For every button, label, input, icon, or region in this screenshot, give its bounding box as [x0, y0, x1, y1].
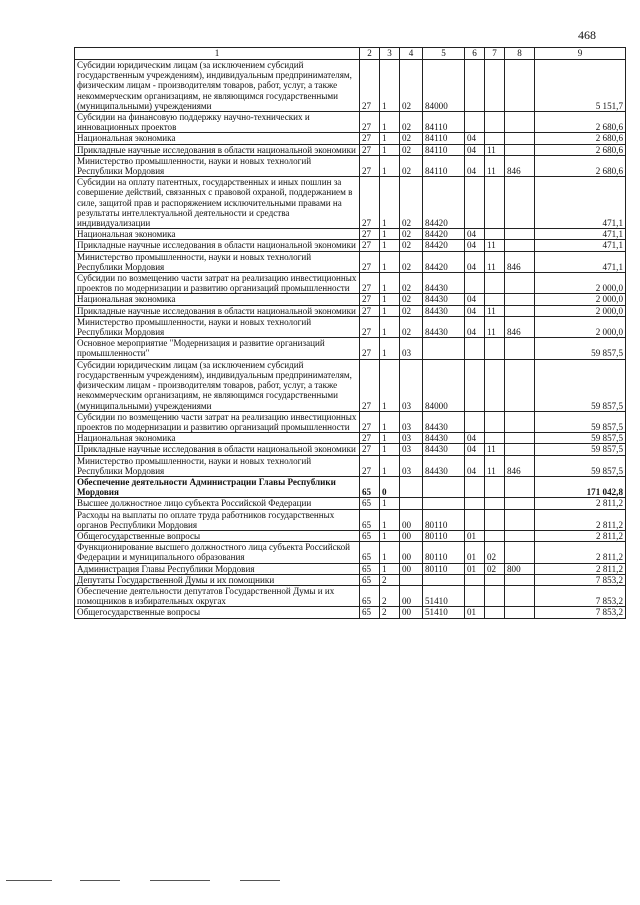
col-4-code: 02: [400, 251, 423, 272]
col-2-code: 27: [360, 316, 380, 337]
col-7-code: [485, 112, 505, 133]
footer-rule: [150, 880, 210, 881]
row-name: Расходы на выплаты по оплате труда работников государственных органов Республики Мордовия: [75, 509, 360, 530]
row-name: Обеспечение деятельности депутатов Государственной Думы и их помощников в избирательных округах: [75, 585, 360, 606]
col-4-code: 02: [400, 177, 423, 229]
col-2-code: 27: [360, 112, 380, 133]
table-row: [75, 455, 626, 476]
col-8-code: [505, 294, 535, 305]
table-row: [75, 530, 626, 541]
col-3-code: 1: [380, 294, 400, 305]
col-5-code: 84110: [423, 112, 465, 133]
col-7-code: 11: [485, 305, 505, 316]
row-amount: 2 811,2: [535, 509, 626, 530]
row-name: Национальная экономика: [75, 433, 360, 444]
row-amount: 2 811,2: [535, 563, 626, 574]
col-5-code: 80110: [423, 509, 465, 530]
row-name: Общегосударственные вопросы: [75, 607, 360, 618]
row-amount: 7 853,2: [535, 585, 626, 606]
col-3-code: 1: [380, 305, 400, 316]
col-4-code: 02: [400, 273, 423, 294]
col-5-code: 84420: [423, 177, 465, 229]
row-amount: 2 680,6: [535, 144, 626, 155]
col-2-code: 65: [360, 530, 380, 541]
col-4-code: 02: [400, 240, 423, 251]
col-4-code: 03: [400, 433, 423, 444]
row-name: Общегосударственные вопросы: [75, 530, 360, 541]
col-2-code: 27: [360, 455, 380, 476]
col-4-code: 03: [400, 455, 423, 476]
col-3-code: 1: [380, 542, 400, 563]
col-7-code: [485, 607, 505, 618]
col-3-code: 1: [380, 240, 400, 251]
col-5-code: [423, 574, 465, 585]
col-4-code: 00: [400, 607, 423, 618]
table-row: [75, 60, 626, 112]
col-8-code: 800: [505, 563, 535, 574]
col-4-code: 03: [400, 338, 423, 359]
col-8-code: [505, 542, 535, 563]
col-4-code: 00: [400, 542, 423, 563]
col-8-code: 846: [505, 155, 535, 176]
col-5-code: 84420: [423, 251, 465, 272]
row-name: Прикладные научные исследования в области национальной экономики: [75, 240, 360, 251]
col-7-code: 11: [485, 144, 505, 155]
table-row: [75, 294, 626, 305]
col-6-code: 04: [465, 316, 485, 337]
col-3-code: 1: [380, 530, 400, 541]
col-4-code: 00: [400, 530, 423, 541]
table-row: [75, 177, 626, 229]
row-amount: 2 680,6: [535, 133, 626, 144]
col-7-code: [485, 585, 505, 606]
col-8-code: [505, 133, 535, 144]
col-2-code: 27: [360, 60, 380, 112]
row-amount: 59 857,5: [535, 338, 626, 359]
col-4-code: 03: [400, 359, 423, 411]
row-amount: 2 000,0: [535, 294, 626, 305]
col-3-code: 1: [380, 359, 400, 411]
table-row: [75, 133, 626, 144]
row-name: Субсидии юридическим лицам (за исключением субсидий государственным учреждениям), индивидуальным предпринимателям, физическим лицам - производителям товаров, работ, услуг, а также некоммерческим организациям, не являющимся государственными (муниципальными) учреждениями: [75, 359, 360, 411]
row-name: Субсидии на финансовую поддержку научно-технических и инновационных проектов: [75, 112, 360, 133]
row-amount: 59 857,5: [535, 444, 626, 455]
col-8-code: 846: [505, 455, 535, 476]
col-8-code: [505, 305, 535, 316]
col-6-code: [465, 60, 485, 112]
col-6-code: [465, 359, 485, 411]
col-4-code: 02: [400, 305, 423, 316]
table-row: [75, 444, 626, 455]
budget-table: [74, 47, 626, 619]
col-2-code: 27: [360, 411, 380, 432]
col-3-code: 2: [380, 607, 400, 618]
column-header: 3: [380, 48, 400, 60]
col-8-code: [505, 338, 535, 359]
col-2-code: 65: [360, 509, 380, 530]
row-amount: 2 000,0: [535, 305, 626, 316]
row-name: Национальная экономика: [75, 294, 360, 305]
col-8-code: [505, 509, 535, 530]
col-2-code: 65: [360, 498, 380, 509]
footer-rule: [80, 880, 120, 881]
col-3-code: 1: [380, 155, 400, 176]
col-7-code: [485, 229, 505, 240]
row-amount: 2 000,0: [535, 273, 626, 294]
col-6-code: 04: [465, 444, 485, 455]
table-row: [75, 509, 626, 530]
col-4-code: 03: [400, 411, 423, 432]
table-row: [75, 542, 626, 563]
col-5-code: 84430: [423, 455, 465, 476]
col-3-code: 1: [380, 112, 400, 133]
col-4-code: 00: [400, 585, 423, 606]
col-7-code: [485, 574, 505, 585]
row-name: Министерство промышленности, науки и новых технологий Республики Мордовия: [75, 251, 360, 272]
col-5-code: 84430: [423, 433, 465, 444]
col-8-code: [505, 433, 535, 444]
col-6-code: 04: [465, 144, 485, 155]
col-6-code: [465, 509, 485, 530]
col-3-code: 2: [380, 585, 400, 606]
col-5-code: 80110: [423, 563, 465, 574]
row-amount: 2 811,2: [535, 542, 626, 563]
row-name: Национальная экономика: [75, 229, 360, 240]
col-8-code: [505, 498, 535, 509]
row-amount: 171 042,8: [535, 476, 626, 497]
col-2-code: 27: [360, 155, 380, 176]
col-5-code: 84430: [423, 316, 465, 337]
col-3-code: 1: [380, 411, 400, 432]
col-2-code: 27: [360, 240, 380, 251]
col-7-code: [485, 359, 505, 411]
row-amount: 471,1: [535, 177, 626, 229]
col-5-code: 84420: [423, 229, 465, 240]
column-header: 4: [400, 48, 423, 60]
col-2-code: 27: [360, 294, 380, 305]
col-7-code: [485, 133, 505, 144]
col-4-code: 00: [400, 563, 423, 574]
table-row: [75, 585, 626, 606]
col-7-code: [485, 498, 505, 509]
table-row: [75, 359, 626, 411]
col-3-code: 1: [380, 229, 400, 240]
col-4-code: 02: [400, 294, 423, 305]
column-header: 5: [423, 48, 465, 60]
col-3-code: 1: [380, 133, 400, 144]
row-amount: 2 680,6: [535, 112, 626, 133]
row-name: Функционирование высшего должностного лица субъекта Российской Федерации и муниципального образования: [75, 542, 360, 563]
col-5-code: 84420: [423, 240, 465, 251]
col-2-code: 27: [360, 359, 380, 411]
col-7-code: [485, 177, 505, 229]
col-2-code: 27: [360, 229, 380, 240]
col-8-code: [505, 585, 535, 606]
col-2-code: 27: [360, 273, 380, 294]
table-row: [75, 155, 626, 176]
col-5-code: 84000: [423, 60, 465, 112]
col-4-code: 02: [400, 316, 423, 337]
col-7-code: 11: [485, 316, 505, 337]
col-5-code: 51410: [423, 585, 465, 606]
col-6-code: 01: [465, 542, 485, 563]
row-amount: 2 000,0: [535, 316, 626, 337]
table-row: [75, 240, 626, 251]
col-3-code: 2: [380, 574, 400, 585]
col-8-code: [505, 273, 535, 294]
table-row: [75, 316, 626, 337]
col-7-code: [485, 476, 505, 497]
row-name: Министерство промышленности, науки и новых технологий Республики Мордовия: [75, 316, 360, 337]
column-header: 8: [505, 48, 535, 60]
row-amount: 59 857,5: [535, 455, 626, 476]
col-6-code: 01: [465, 607, 485, 618]
col-4-code: 02: [400, 112, 423, 133]
col-8-code: [505, 112, 535, 133]
col-6-code: 04: [465, 455, 485, 476]
col-2-code: 27: [360, 177, 380, 229]
col-3-code: 1: [380, 455, 400, 476]
col-8-code: 846: [505, 316, 535, 337]
col-6-code: 04: [465, 133, 485, 144]
col-4-code: 02: [400, 60, 423, 112]
col-2-code: 27: [360, 444, 380, 455]
col-4-code: [400, 574, 423, 585]
row-amount: 471,1: [535, 240, 626, 251]
col-5-code: 84110: [423, 144, 465, 155]
row-name: Депутаты Государственной Думы и их помощники: [75, 574, 360, 585]
row-amount: 59 857,5: [535, 433, 626, 444]
row-name: Высшее должностное лицо субъекта Российской Федерации: [75, 498, 360, 509]
col-2-code: 27: [360, 251, 380, 272]
col-5-code: 80110: [423, 530, 465, 541]
col-2-code: 27: [360, 433, 380, 444]
col-3-code: 0: [380, 476, 400, 497]
col-3-code: 1: [380, 144, 400, 155]
col-7-code: 02: [485, 542, 505, 563]
col-5-code: [423, 498, 465, 509]
table-row: [75, 574, 626, 585]
table-header-row: [75, 48, 626, 60]
row-amount: 7 853,2: [535, 607, 626, 618]
col-2-code: 27: [360, 305, 380, 316]
col-5-code: 84110: [423, 133, 465, 144]
col-3-code: 1: [380, 316, 400, 337]
col-6-code: [465, 476, 485, 497]
row-name: Субсидии на оплату патентных, государственных и иных пошлин за совершение действий, связанных с правовой охраной, поддержанием в силе, защитой прав и распоряжением исключительными правами на результаты интеллектуальной деятельности и средства индивидуализации: [75, 177, 360, 229]
row-amount: 59 857,5: [535, 359, 626, 411]
row-name: Министерство промышленности, науки и новых технологий Республики Мордовия: [75, 155, 360, 176]
col-4-code: 02: [400, 133, 423, 144]
table-row: [75, 112, 626, 133]
col-6-code: 04: [465, 305, 485, 316]
table-row: [75, 144, 626, 155]
row-name: Министерство промышленности, науки и новых технологий Республики Мордовия: [75, 455, 360, 476]
col-7-code: [485, 509, 505, 530]
col-3-code: 1: [380, 338, 400, 359]
col-8-code: [505, 359, 535, 411]
col-4-code: 02: [400, 155, 423, 176]
col-5-code: [423, 338, 465, 359]
row-name: Администрация Главы Республики Мордовия: [75, 563, 360, 574]
col-2-code: 65: [360, 607, 380, 618]
col-8-code: [505, 177, 535, 229]
col-5-code: 84430: [423, 273, 465, 294]
col-7-code: [485, 294, 505, 305]
col-4-code: [400, 476, 423, 497]
table-row: [75, 411, 626, 432]
col-2-code: 65: [360, 542, 380, 563]
row-amount: 2 680,6: [535, 155, 626, 176]
col-6-code: 01: [465, 530, 485, 541]
col-2-code: 65: [360, 574, 380, 585]
col-8-code: 846: [505, 251, 535, 272]
col-8-code: [505, 240, 535, 251]
table-row: [75, 251, 626, 272]
col-6-code: [465, 338, 485, 359]
col-2-code: 65: [360, 585, 380, 606]
page-number: 468: [578, 28, 596, 42]
row-name: Прикладные научные исследования в области национальной экономики: [75, 305, 360, 316]
row-name: Обеспечение деятельности Администрации Главы Республики Мордовия: [75, 476, 360, 497]
col-7-code: 11: [485, 251, 505, 272]
row-name: Субсидии юридическим лицам (за исключением субсидий государственным учреждениям), индивидуальным предпринимателям, физическим лицам - производителям товаров, работ, услуг, а также некоммерческим организациям, не являющимся государственными (муниципальными) учреждениями: [75, 60, 360, 112]
col-6-code: [465, 112, 485, 133]
col-5-code: 51410: [423, 607, 465, 618]
col-2-code: 27: [360, 133, 380, 144]
col-2-code: 27: [360, 144, 380, 155]
table-row: [75, 498, 626, 509]
col-7-code: [485, 433, 505, 444]
col-8-code: [505, 530, 535, 541]
row-amount: 5 151,7: [535, 60, 626, 112]
column-header: 1: [75, 48, 360, 60]
col-2-code: 65: [360, 476, 380, 497]
col-3-code: 1: [380, 498, 400, 509]
col-6-code: [465, 498, 485, 509]
table-row: [75, 433, 626, 444]
table-row: [75, 305, 626, 316]
row-amount: 59 857,5: [535, 411, 626, 432]
column-header: 9: [535, 48, 626, 60]
col-3-code: 1: [380, 177, 400, 229]
col-7-code: 11: [485, 155, 505, 176]
col-7-code: [485, 338, 505, 359]
col-3-code: 1: [380, 60, 400, 112]
col-5-code: 84000: [423, 359, 465, 411]
col-4-code: [400, 498, 423, 509]
row-amount: 471,1: [535, 251, 626, 272]
column-header: 2: [360, 48, 380, 60]
table-row: [75, 607, 626, 618]
row-name: Прикладные научные исследования в области национальной экономики: [75, 444, 360, 455]
col-8-code: [505, 411, 535, 432]
col-5-code: [423, 476, 465, 497]
col-6-code: [465, 585, 485, 606]
col-3-code: 1: [380, 444, 400, 455]
col-6-code: [465, 411, 485, 432]
row-name: Национальная экономика: [75, 133, 360, 144]
col-2-code: 27: [360, 338, 380, 359]
column-header: 7: [485, 48, 505, 60]
table-row: [75, 476, 626, 497]
col-8-code: [505, 607, 535, 618]
col-6-code: [465, 273, 485, 294]
footer-rule: [6, 880, 52, 881]
col-5-code: 80110: [423, 542, 465, 563]
col-7-code: 02: [485, 563, 505, 574]
col-8-code: [505, 574, 535, 585]
col-6-code: 04: [465, 433, 485, 444]
col-8-code: [505, 229, 535, 240]
table-row: [75, 338, 626, 359]
column-header: 6: [465, 48, 485, 60]
col-3-code: 1: [380, 273, 400, 294]
col-5-code: 84430: [423, 411, 465, 432]
col-8-code: [505, 444, 535, 455]
col-7-code: 11: [485, 240, 505, 251]
table-row: [75, 563, 626, 574]
col-4-code: 03: [400, 444, 423, 455]
col-6-code: [465, 177, 485, 229]
col-6-code: 04: [465, 229, 485, 240]
row-name: Субсидии по возмещению части затрат на реализацию инвестиционных проектов по модернизации и развитию организаций промышленности: [75, 411, 360, 432]
col-7-code: [485, 411, 505, 432]
col-3-code: 1: [380, 251, 400, 272]
col-7-code: 11: [485, 444, 505, 455]
row-amount: 471,1: [535, 229, 626, 240]
col-5-code: 84430: [423, 305, 465, 316]
row-amount: 2 811,2: [535, 498, 626, 509]
col-5-code: 84430: [423, 294, 465, 305]
col-6-code: 04: [465, 251, 485, 272]
col-6-code: 01: [465, 563, 485, 574]
col-7-code: 11: [485, 455, 505, 476]
col-8-code: [505, 60, 535, 112]
row-amount: 7 853,2: [535, 574, 626, 585]
col-6-code: 04: [465, 294, 485, 305]
col-4-code: 00: [400, 509, 423, 530]
col-8-code: [505, 476, 535, 497]
col-6-code: [465, 574, 485, 585]
col-5-code: 84110: [423, 155, 465, 176]
table-row: [75, 273, 626, 294]
row-name: Основное мероприятие "Модернизация и развитие организаций промышленности": [75, 338, 360, 359]
col-3-code: 1: [380, 509, 400, 530]
table-body: [75, 60, 626, 619]
footer-rule: [240, 880, 280, 881]
table-row: [75, 229, 626, 240]
row-name: Субсидии по возмещению части затрат на реализацию инвестиционных проектов по модернизации и развитию организаций промышленности: [75, 273, 360, 294]
col-5-code: 84430: [423, 444, 465, 455]
col-3-code: 1: [380, 563, 400, 574]
col-4-code: 02: [400, 144, 423, 155]
col-6-code: 04: [465, 240, 485, 251]
col-4-code: 02: [400, 229, 423, 240]
col-7-code: [485, 530, 505, 541]
row-amount: 2 811,2: [535, 530, 626, 541]
col-7-code: [485, 60, 505, 112]
row-name: Прикладные научные исследования в области национальной экономики: [75, 144, 360, 155]
col-8-code: [505, 144, 535, 155]
col-6-code: 04: [465, 155, 485, 176]
col-2-code: 65: [360, 563, 380, 574]
col-7-code: [485, 273, 505, 294]
col-3-code: 1: [380, 433, 400, 444]
